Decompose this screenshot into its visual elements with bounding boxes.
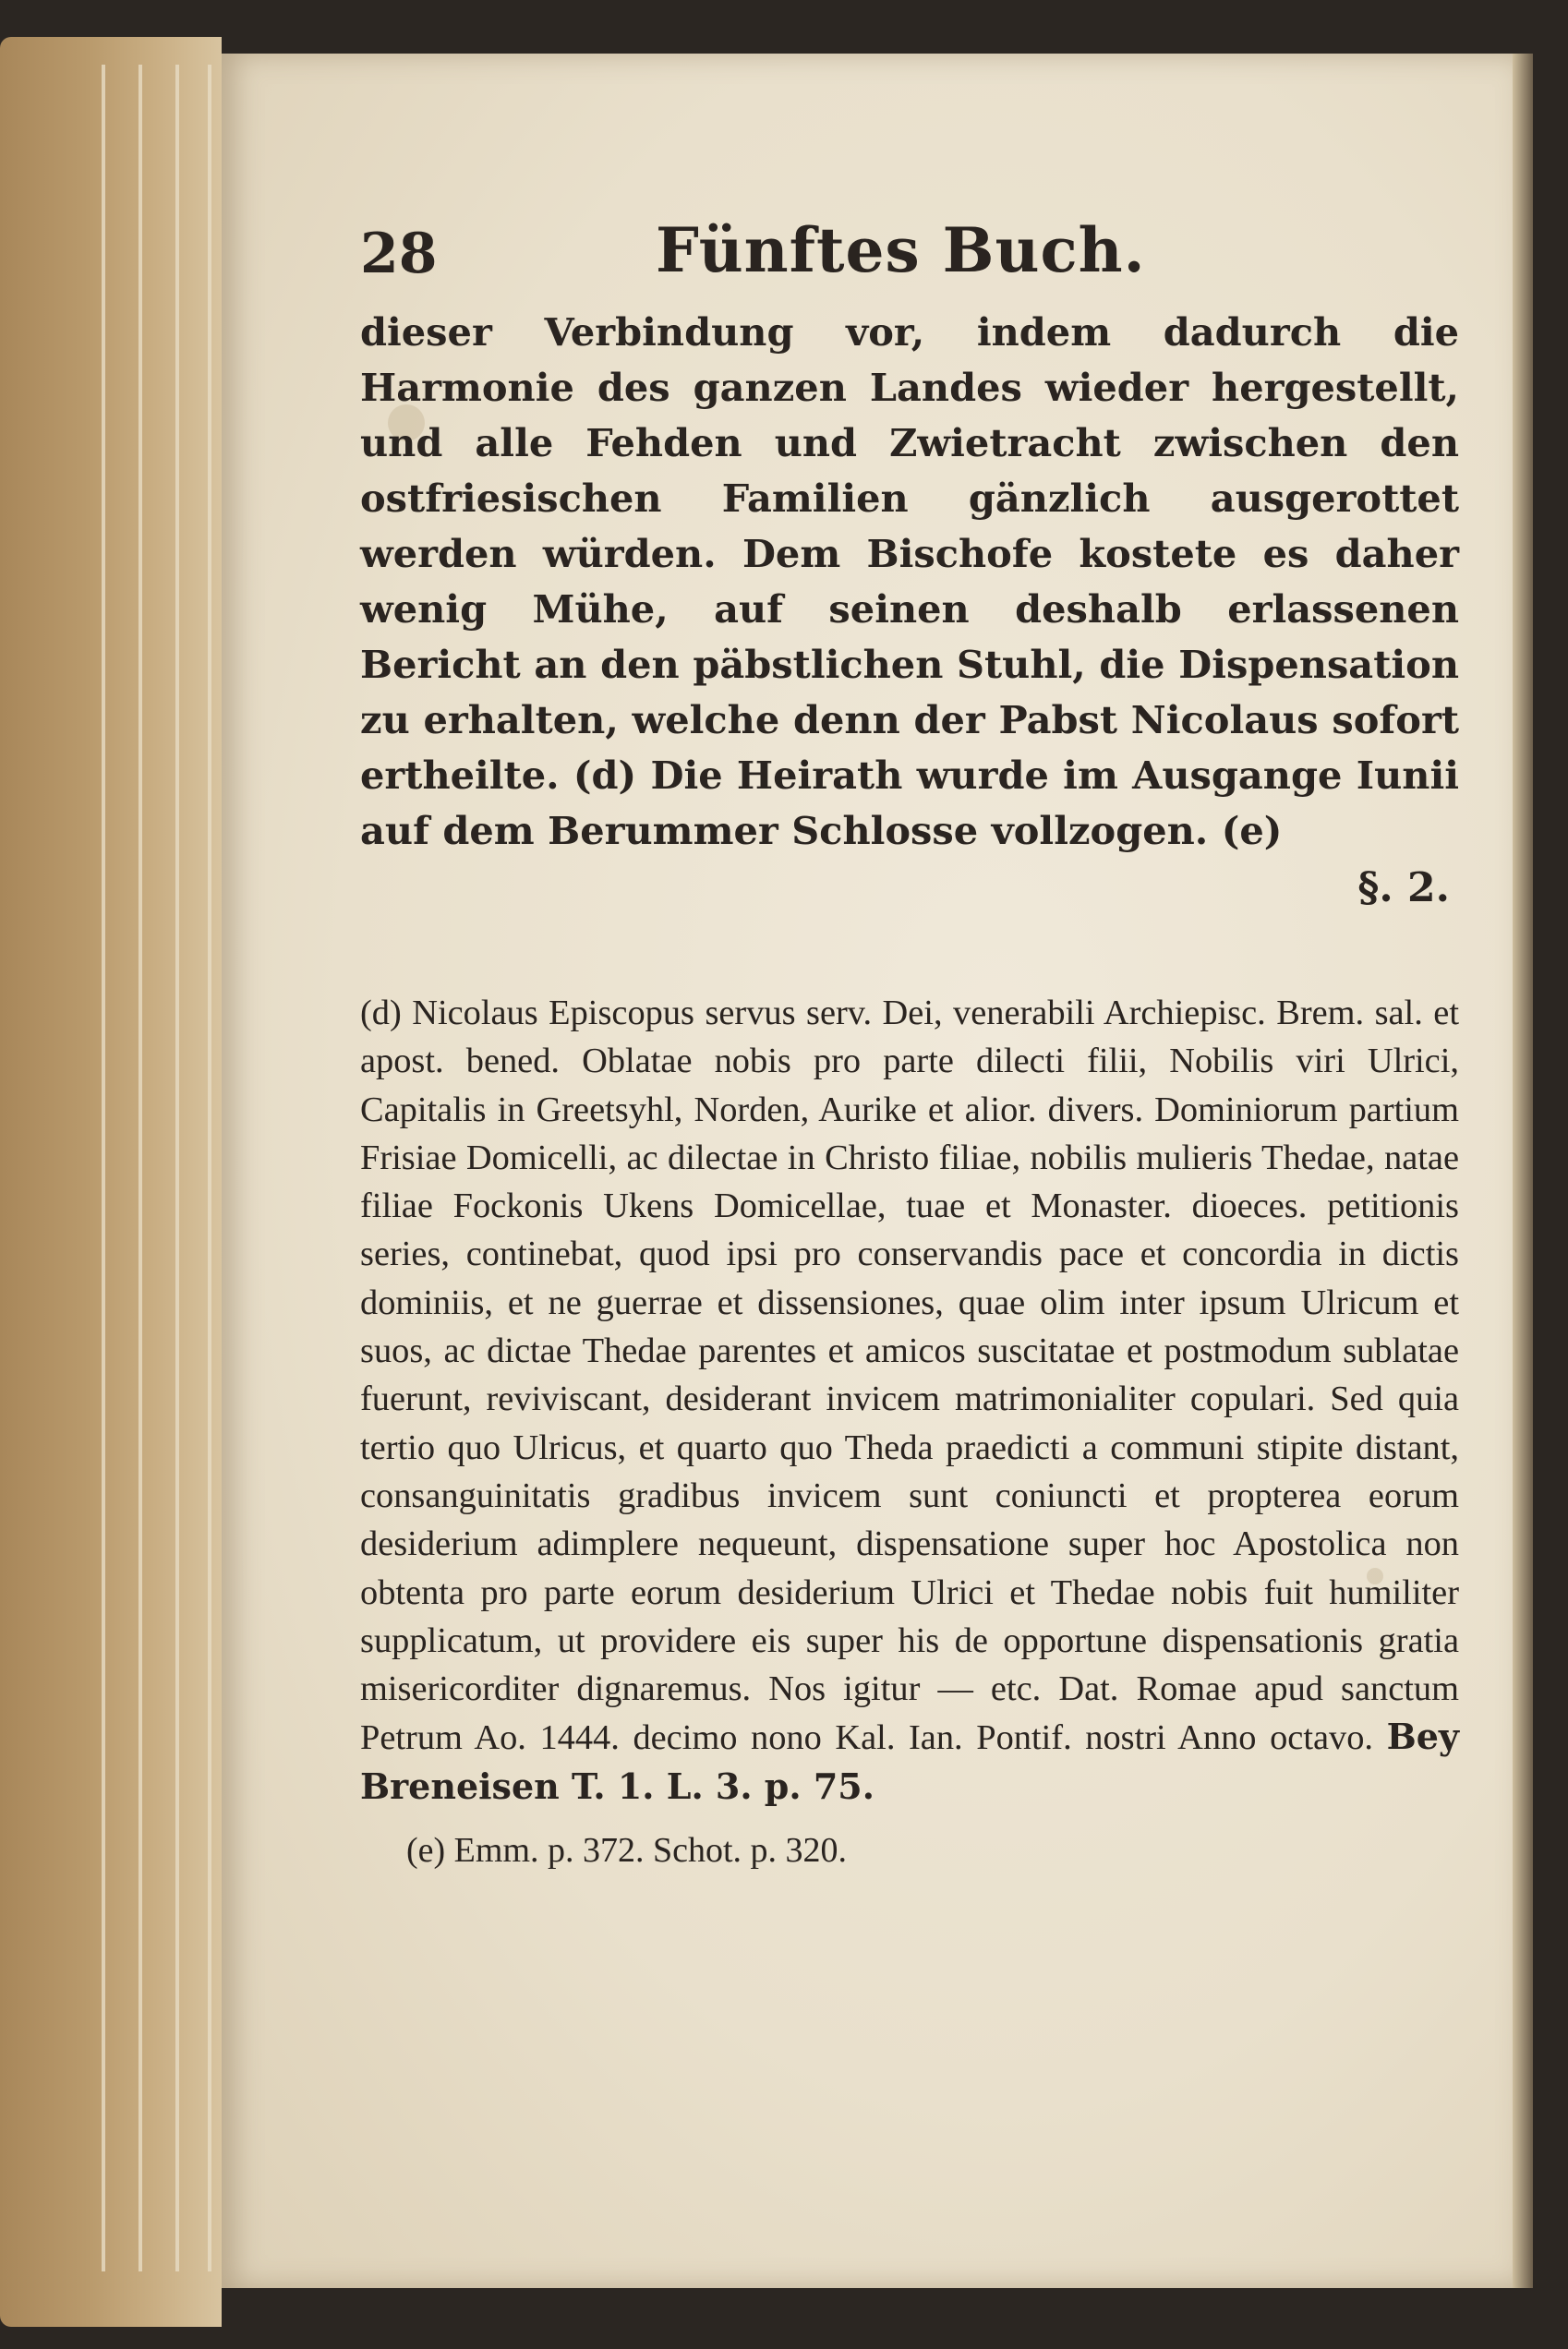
page-header [360, 203, 1459, 305]
page-content [360, 203, 1459, 1871]
page-number: 28 [360, 222, 438, 286]
footnote-d-citation: Bey Breneisen T. 1. L. 3. p. 75. [360, 1716, 1459, 1807]
running-title: Fünftes Buch. [656, 214, 1146, 286]
footnote-e: (e) Emm. p. 372. Schot. p. 320. [406, 1831, 848, 1871]
section-mark: §. 2. [1357, 864, 1450, 911]
page-edge-line [102, 65, 105, 2271]
book-page-edges [0, 37, 222, 2327]
main-paragraph: dieser Verbindung vor, indem dadurch die Harmonie des ganzen Landes wieder hergestellt, und alle Fehden und Zwietracht zwischen den ostfriesischen Familien gänzlich ausgerottet werden würden. Dem Bischofe kostete es daher wenig Mühe, auf seinen deshalb erlassenen Bericht an den päbstlichen Stuhl, die Dispensation zu erhalten, welche denn der Pabst Nicolaus sofort ertheilte. (d) Die Heirath wurde im Ausgange Iunii auf dem Berummer Schlosse vollzogen. (e) [360, 309, 1459, 853]
page-edge-line [208, 65, 211, 2271]
footnote-d-text: (d) Nicolaus Episcopus servus serv. Dei, venerabili Archiepisc. Brem. sal. et apost. bened. Oblatae nobis pro parte dilecti filii, Nobilis viri Ulrici, Capitalis in Greetsyhl, Norden, Aurike et alior. divers. Dominiorum partium Frisiae Domicelli, ac dilectae in Christo filiae, nobilis mulieris Thedae, natae filiae Fockonis Ukens Domicellae, tuae et Monaster. dioeces. petitionis series, continebat, quod ipsi pro conservandis pace et concordia in dictis dominiis, et ne guerrae et dissensiones, quae olim inter ipsum Ulricum et suos, ac dictae Thedae parentes et amicos suscitatae et postmodum sublatae fuerunt, reviviscant, desiderant invicem matrimonialiter copulari. Sed quia tertio quo Ulricus, et quarto quo Theda praedicti a communi stipite distant, consanguinitatis gradibus invicem sunt coniuncti et propterea eorum desiderium adimplere nequeunt, dispensatione super hoc Apostolica non obtenta pro parte eorum desiderium Ulrici et Thedae nobis fuit humiliter supplicatum, ut providere eis super his de opportune dispensationis gratia misericorditer dignaremus. Nos igitur — etc. Dat. Romae apud sanctum Petrum Ao. 1444. decimo nono Kal. Ian. Pontif. nostri Anno octavo. [360, 994, 1459, 1758]
page-edge-line [175, 65, 179, 2271]
page-edge-line [139, 65, 142, 2271]
page-right-edge [1513, 54, 1533, 2288]
footnote-d [360, 989, 1459, 1812]
